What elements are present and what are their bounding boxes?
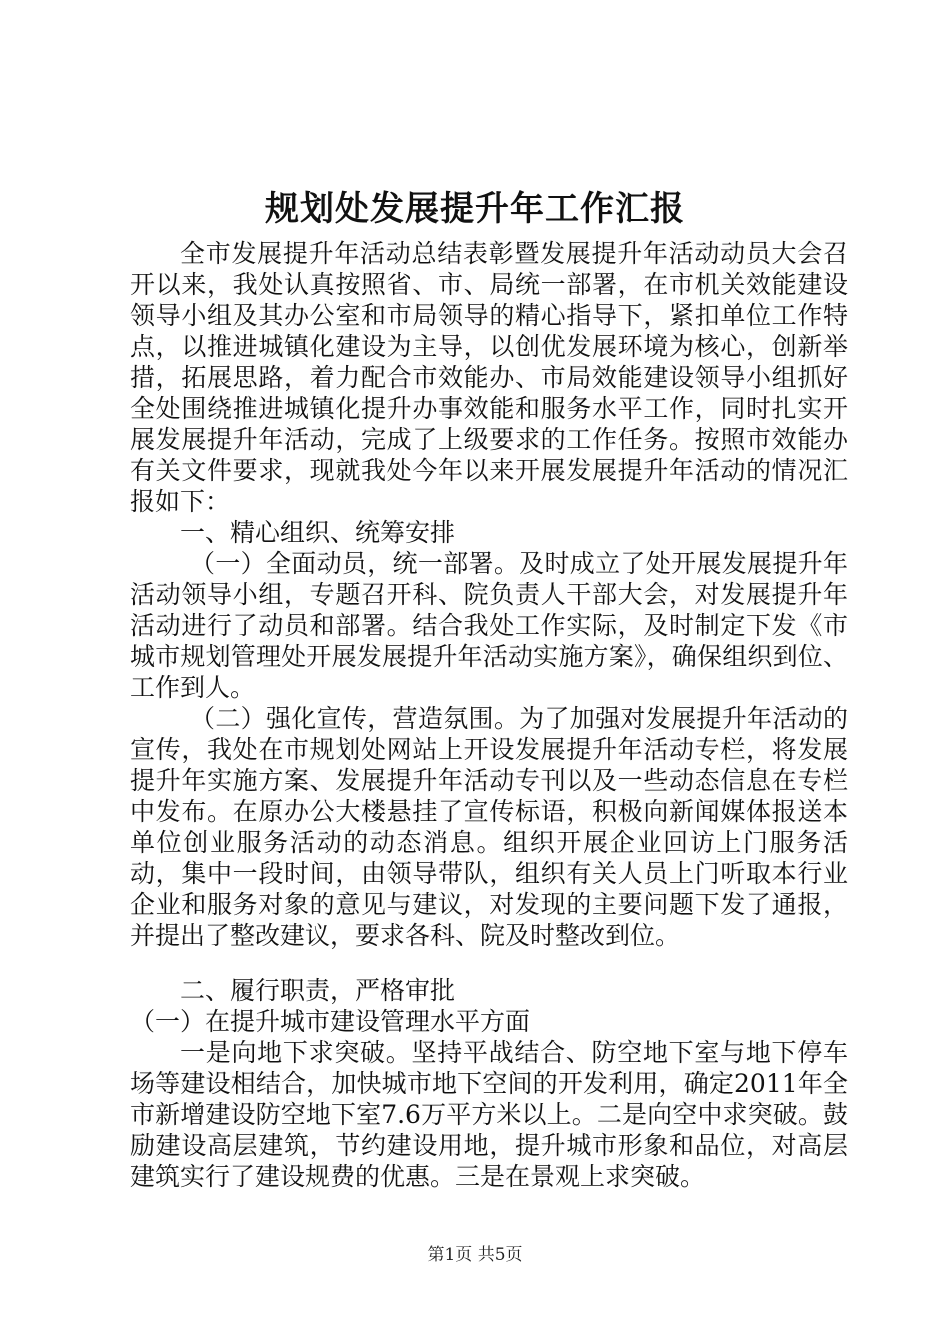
- subsection-paragraph-2: （二）强化宣传，营造氛围。为了加强对发展提升年活动的宣传，我处在市规划处网站上开设发展提升年活动专栏，将发展提升年实施方案、发展提升年活动专刊以及一些动态信息在专栏中发布。在原办公大楼悬挂了宣传标语，积极向新闻媒体报送本单位创业服务活动的动态消息。组织开展企业回访上门服务活动，集中一段时间，由领导带队，组织有关人员上门听取本行业企业和服务对象的意见与建议，对发现的主要问题下发了通报，并提出了整改建议，要求各科、院及时整改到位。: [130, 704, 848, 950]
- section-heading-1: 一、精心组织、统筹安排: [180, 518, 456, 547]
- document-title: 规划处发展提升年工作汇报: [265, 189, 685, 229]
- subsection-heading: （一）在提升城市建设管理水平方面: [130, 1007, 531, 1036]
- page-footer: 第1页 共5页: [427, 1245, 523, 1265]
- subsection-paragraph-1: （一）全面动员，统一部署。及时成立了处开展发展提升年活动领导小组，专题召开科、院负责人干部大会，对发展提升年活动进行了动员和部署。结合我处工作实际，及时制定下发《市城市规划管理处开展发展提升年活动实施方案》，确保组织到位、工作到人。: [130, 549, 848, 702]
- document-body: [130, 238, 848, 1192]
- section-heading-2: 二、履行职责，严格审批: [180, 976, 456, 1005]
- intro-paragraph: 全市发展提升年活动总结表彰暨发展提升年活动动员大会召开以来，我处认真按照省、市、局统一部署，在市机关效能建设领导小组及其办公室和市局领导的精心指导下，紧扣单位工作特点，以推进城镇化建设为主导，以创优发展环境为核心，创新举措，拓展思路，着力配合市效能办、市局效能建设领导小组抓好全处围绕推进城镇化提升办事效能和服务水平工作，同时扎实开展发展提升年活动，完成了上级要求的工作任务。按照市效能办有关文件要求，现就我处今年以来开展发展提升年活动的情况汇报如下：: [130, 239, 848, 516]
- body-paragraph: 一是向地下求突破。坚持平战结合、防空地下室与地下停车场等建设相结合，加快城市地下空间的开发利用，确定2011年全市新增建设防空地下室7.6万平方米以上。二是向空中求突破。鼓励建设高层建筑，节约建设用地，提升城市形象和品位，对高层建筑实行了建设规费的优惠。三是在景观上求突破。: [130, 1038, 848, 1191]
